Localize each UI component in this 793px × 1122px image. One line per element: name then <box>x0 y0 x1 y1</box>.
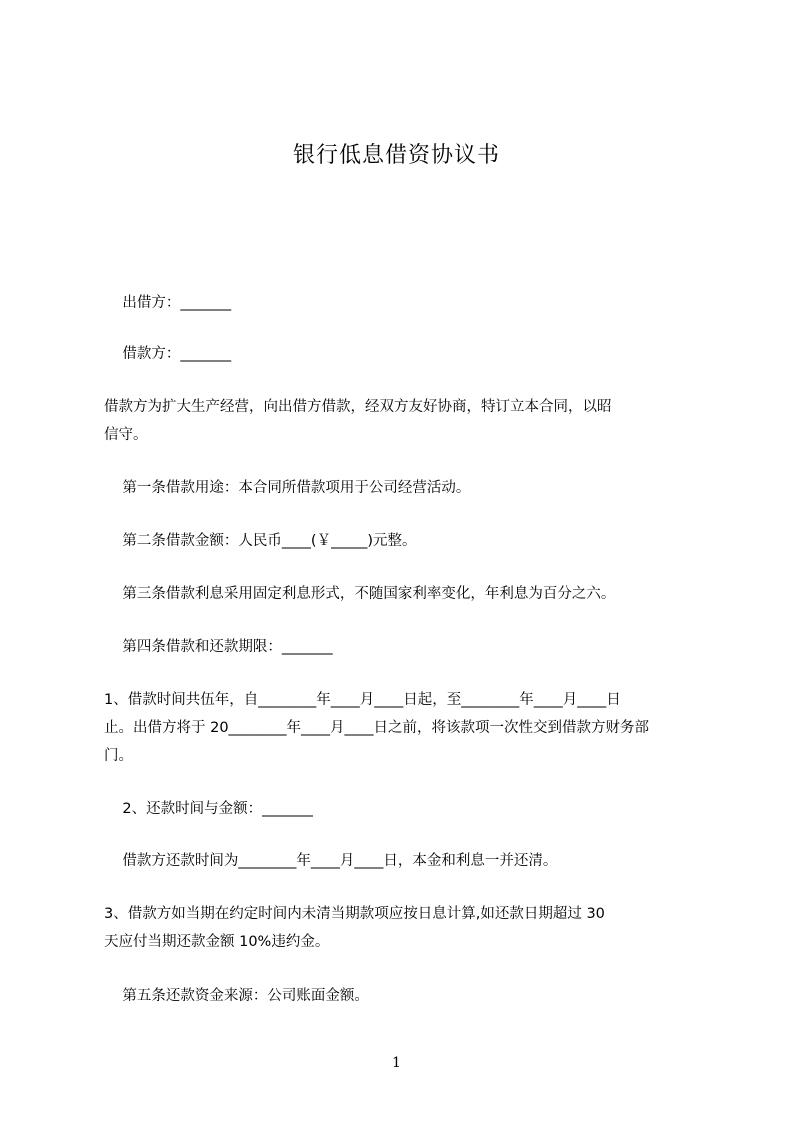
article-4: 第四条借款和还款期限：_______ <box>104 639 333 655</box>
clause-1: 1、借款时间共伍年，自________年____月____日起，至________年____月____日 止。出借方将于 20________年____月____日之前，将该款项一次性交到借款方财务部 门。 <box>104 692 650 764</box>
clause-2-body: 借款方还款时间为________年____月____日，本金和利息一并还清。 <box>104 853 558 869</box>
article-1: 第一条借款用途：本合同所借款项用于公司经营活动。 <box>104 480 471 496</box>
lender-line: 出借方：_______ <box>104 295 232 311</box>
article-5: 第五条还款资金来源：公司账面金额。 <box>104 988 369 1004</box>
clause-3: 3、借款方如当期在约定时间内未清当期款项应按日息计算,如还款日期超过 30 天应付当期还款金额 10%违约金。 <box>104 906 605 950</box>
borrower-line: 借款方：_______ <box>104 346 232 362</box>
page-number: 1 <box>392 1055 401 1071</box>
document-title: 银行低息借资协议书 <box>292 143 500 168</box>
intro-paragraph: 借款方为扩大生产经营，向出借方借款，经双方友好协商，特订立本合同，以昭 信守。 <box>104 399 612 443</box>
article-3: 第三条借款利息采用固定利息形式，不随国家利率变化，年利息为百分之六。 <box>104 586 616 602</box>
article-2: 第二条借款金额：人民币____(￥_____)元整。 <box>104 533 417 549</box>
clause-2-title: 2、还款时间与金额：_______ <box>104 801 313 817</box>
